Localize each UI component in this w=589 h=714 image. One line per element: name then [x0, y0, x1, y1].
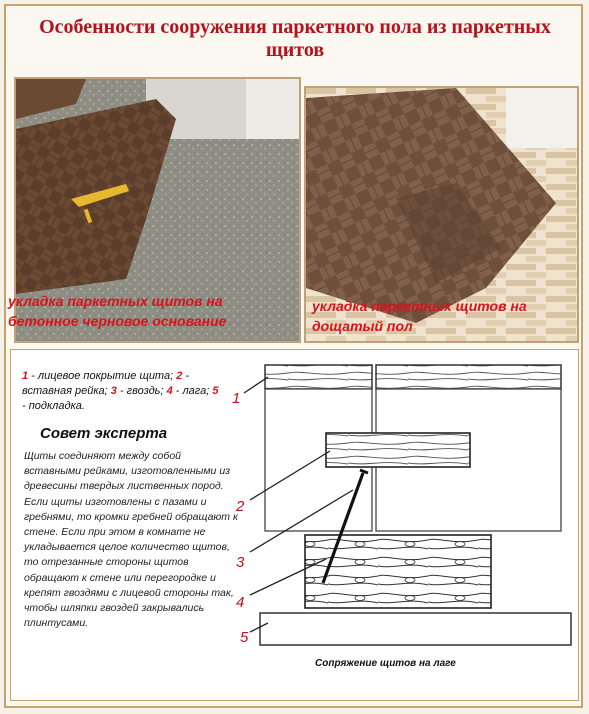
legend-text-4: - лага; [172, 385, 213, 397]
face-covering-right [376, 365, 561, 389]
label-4: 4 [236, 594, 245, 611]
legend-text-1: - лицевое покрытие щита; [28, 370, 177, 382]
diagram-caption: Сопряжение щитов на лаге [315, 658, 456, 669]
legend-num-5: 5 [212, 385, 219, 397]
pad [260, 613, 571, 645]
photo-plank-caption: укладка паркетных щитов на дощатый пол [312, 298, 527, 334]
page-title: Особенности сооружения паркетного пола из паркетных щитов [39, 16, 551, 61]
insert-rail [326, 433, 470, 467]
legend-text-2: - вставная рейка; [22, 370, 190, 397]
legend-num-4: 4 [166, 385, 173, 397]
joist [305, 535, 491, 608]
label-1: 1 [232, 390, 241, 407]
photo-concrete-caption: укладка паркетных щитов на бетонное черновое основание [8, 293, 227, 329]
legend-num-2: 2 [176, 370, 183, 382]
expert-tip-body: Щиты соединяют между собой вставными рейками, изготовленными из древесины твердых лиственных пород. Если щиты изготовлены с пазами и гребнями, то кромки гребней обращают к стене. Если при этом в комнате не укладывается целое количество щитов, то отрезанные стороны щитов обращают к стене или перегородке и крепят гвоздями с лицевой стороны так, чтобы шляпки гвоздей закрывались плинтусами. [24, 450, 238, 630]
parts-legend [22, 369, 222, 414]
legend-text-5: - подкладка. [22, 400, 85, 412]
legend-text-3: - гвоздь; [116, 385, 167, 397]
legend-num-1: 1 [22, 370, 29, 382]
expert-tip-title: Совет эксперта [40, 425, 168, 442]
label-2: 2 [236, 498, 245, 515]
label-5: 5 [240, 629, 249, 646]
legend-num-3: 3 [110, 385, 117, 397]
label-3: 3 [236, 554, 245, 571]
face-covering-left [265, 365, 372, 389]
joint-diagram [228, 355, 578, 655]
